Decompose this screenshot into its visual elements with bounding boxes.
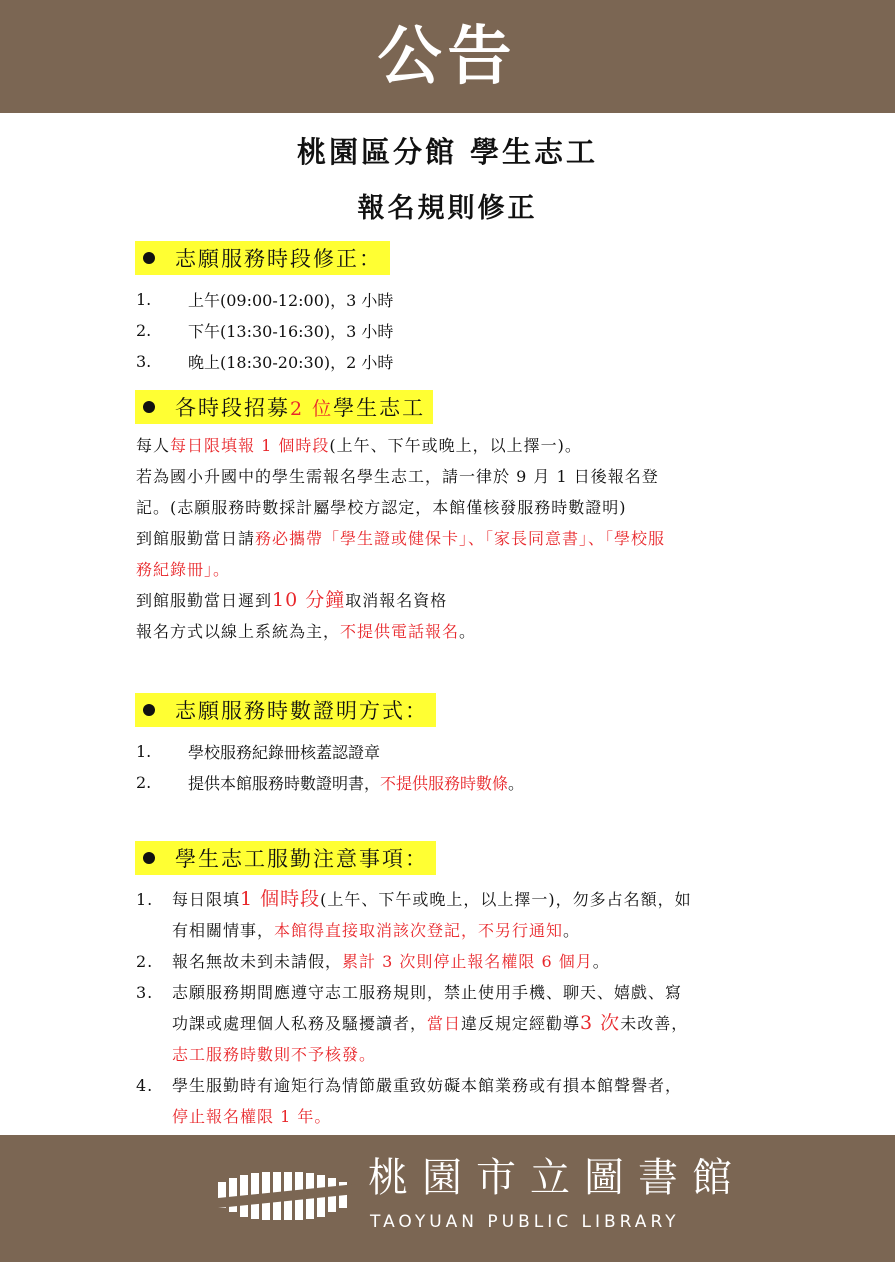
text: 。 bbox=[563, 921, 581, 940]
list-item bbox=[136, 736, 524, 767]
list-text bbox=[172, 884, 766, 946]
list-item bbox=[136, 315, 393, 346]
list-text bbox=[172, 1070, 766, 1132]
heading-part: 學生志工 bbox=[333, 396, 426, 420]
text: 報名方式以線上系統為主， bbox=[136, 622, 341, 641]
list-text: 下午(13:30-16:30)，3 小時 bbox=[188, 322, 394, 341]
recruitment-rules bbox=[136, 430, 766, 647]
heading-highlight: 2 位 bbox=[290, 398, 334, 420]
text: 功課或處理個人私務及騷擾讀者， bbox=[172, 1014, 428, 1033]
text: (上午、下午或晚上，以上擇一)。 bbox=[329, 436, 582, 455]
emphasis-text: 志工服務時數則不予核發。 bbox=[172, 1045, 377, 1064]
list-item bbox=[136, 346, 393, 377]
text: 有相關情事， bbox=[172, 921, 275, 940]
certificate-list bbox=[136, 736, 524, 798]
section-heading-notes bbox=[135, 841, 436, 875]
emphasis-text: 累計 3 次則停止報名權限 6 個月 bbox=[342, 952, 593, 971]
library-name-chinese: 桃園市立圖書館 bbox=[368, 1155, 746, 1201]
text: 報名無故未到未請假， bbox=[172, 952, 343, 971]
section-heading-certificate bbox=[135, 693, 436, 727]
text: 學生服勤時有逾矩行為情節嚴重致妨礙本館業務或有損本館聲譽者， bbox=[172, 1076, 683, 1095]
list-text: 學校服務紀錄冊核蓋認證章 bbox=[188, 743, 381, 762]
bullet-icon bbox=[143, 401, 155, 413]
rule-line bbox=[136, 616, 766, 647]
emphasis-text: 不提供服務時數條 bbox=[380, 774, 509, 793]
list-number: 1. bbox=[136, 290, 152, 309]
rule-line bbox=[136, 430, 766, 461]
list-number: 2. bbox=[136, 773, 152, 792]
bullet-icon bbox=[143, 704, 155, 716]
document-subtitle: 報名規則修正 bbox=[357, 193, 538, 224]
rule-line: 若為國小升國中的學生需報名學生志工，請一律於 9 月 1 日後報名登 bbox=[136, 467, 659, 486]
text: 。 bbox=[508, 774, 525, 793]
text: 提供本館服務時數證明書， bbox=[188, 774, 381, 793]
emphasis-text: 當日 bbox=[427, 1014, 462, 1033]
rule-line bbox=[136, 585, 766, 616]
list-text bbox=[172, 946, 766, 977]
emphasis-text: 3 次 bbox=[580, 1012, 621, 1034]
list-item bbox=[136, 1070, 766, 1132]
list-item bbox=[136, 946, 766, 977]
text: 每日限填 bbox=[172, 890, 241, 909]
rule-line: 記。(志願服務時數採計屬學校方認定，本館僅核發服務時數證明) bbox=[136, 498, 627, 517]
emphasis-text: 務必攜帶「學生證或健保卡」、「家長同意書」、「學校服 bbox=[255, 529, 666, 548]
section-heading-recruitment bbox=[135, 390, 433, 424]
emphasis-text: 本館得直接取消該次登記，不另行通知 bbox=[274, 921, 564, 940]
list-number: 2. bbox=[136, 321, 152, 340]
bullet-icon bbox=[143, 252, 155, 264]
list-number: 4. bbox=[136, 1076, 154, 1095]
top-banner bbox=[0, 0, 895, 113]
announcement-title: 公告 bbox=[377, 19, 518, 94]
list-item bbox=[136, 977, 766, 1070]
rule-line bbox=[136, 523, 766, 554]
section-heading-text: 學生志工服勤注意事項： bbox=[175, 847, 428, 871]
section-heading-time-slots bbox=[135, 241, 390, 275]
list-item bbox=[136, 767, 524, 798]
emphasis-text: 1 個時段 bbox=[240, 888, 321, 910]
list-text bbox=[172, 977, 766, 1070]
list-item bbox=[136, 884, 766, 946]
list-text bbox=[188, 771, 524, 794]
list-item bbox=[136, 284, 393, 315]
emphasis-text: 不提供電話報名 bbox=[340, 622, 460, 641]
text: 到館服勤當日遲到 bbox=[136, 591, 273, 610]
text: 每人 bbox=[136, 436, 171, 455]
list-number: 1. bbox=[136, 890, 154, 909]
notes-list bbox=[136, 884, 766, 1132]
list-number: 1. bbox=[136, 742, 152, 761]
list-number: 2. bbox=[136, 952, 154, 971]
text: 違反規定經勸導 bbox=[461, 1014, 581, 1033]
document-title: 桃園區分館 學生志工 bbox=[296, 135, 599, 169]
heading-part: 各時段招募 bbox=[175, 396, 290, 420]
text: (上午、下午或晚上，以上擇一)，勿多占名額，如 bbox=[320, 890, 692, 909]
emphasis-text: 每日限填報 1 個時段 bbox=[170, 436, 330, 455]
library-logo-icon bbox=[218, 1164, 356, 1232]
text: 未改善， bbox=[620, 1014, 689, 1033]
list-text: 晚上(18:30-20:30)，2 小時 bbox=[188, 353, 394, 372]
bullet-icon bbox=[143, 852, 155, 864]
emphasis-text: 停止報名權限 1 年。 bbox=[172, 1107, 332, 1126]
text: 志願服務期間應遵守志工服務規則，禁止使用手機、聊天、嬉戲、寫 bbox=[172, 983, 683, 1002]
text: 取消報名資格 bbox=[345, 591, 448, 610]
section-heading-text: 志願服務時段修正： bbox=[175, 247, 382, 271]
list-text: 上午(09:00-12:00)，3 小時 bbox=[188, 291, 394, 310]
text: 。 bbox=[592, 952, 610, 971]
section-heading-text: 志願服務時數證明方式： bbox=[175, 699, 428, 723]
emphasis-text: 10 分鐘 bbox=[272, 589, 346, 611]
rule-line bbox=[136, 554, 766, 585]
section-heading-text bbox=[175, 392, 425, 422]
text: 到館服勤當日請 bbox=[136, 529, 256, 548]
list-number: 3. bbox=[136, 352, 152, 371]
list-number: 3. bbox=[136, 983, 154, 1002]
emphasis-text: 務紀錄冊」。 bbox=[136, 560, 231, 579]
time-slot-list bbox=[136, 284, 393, 377]
library-name-english: TAOYUAN PUBLIC LIBRARY bbox=[370, 1212, 680, 1232]
text: 。 bbox=[459, 622, 477, 641]
